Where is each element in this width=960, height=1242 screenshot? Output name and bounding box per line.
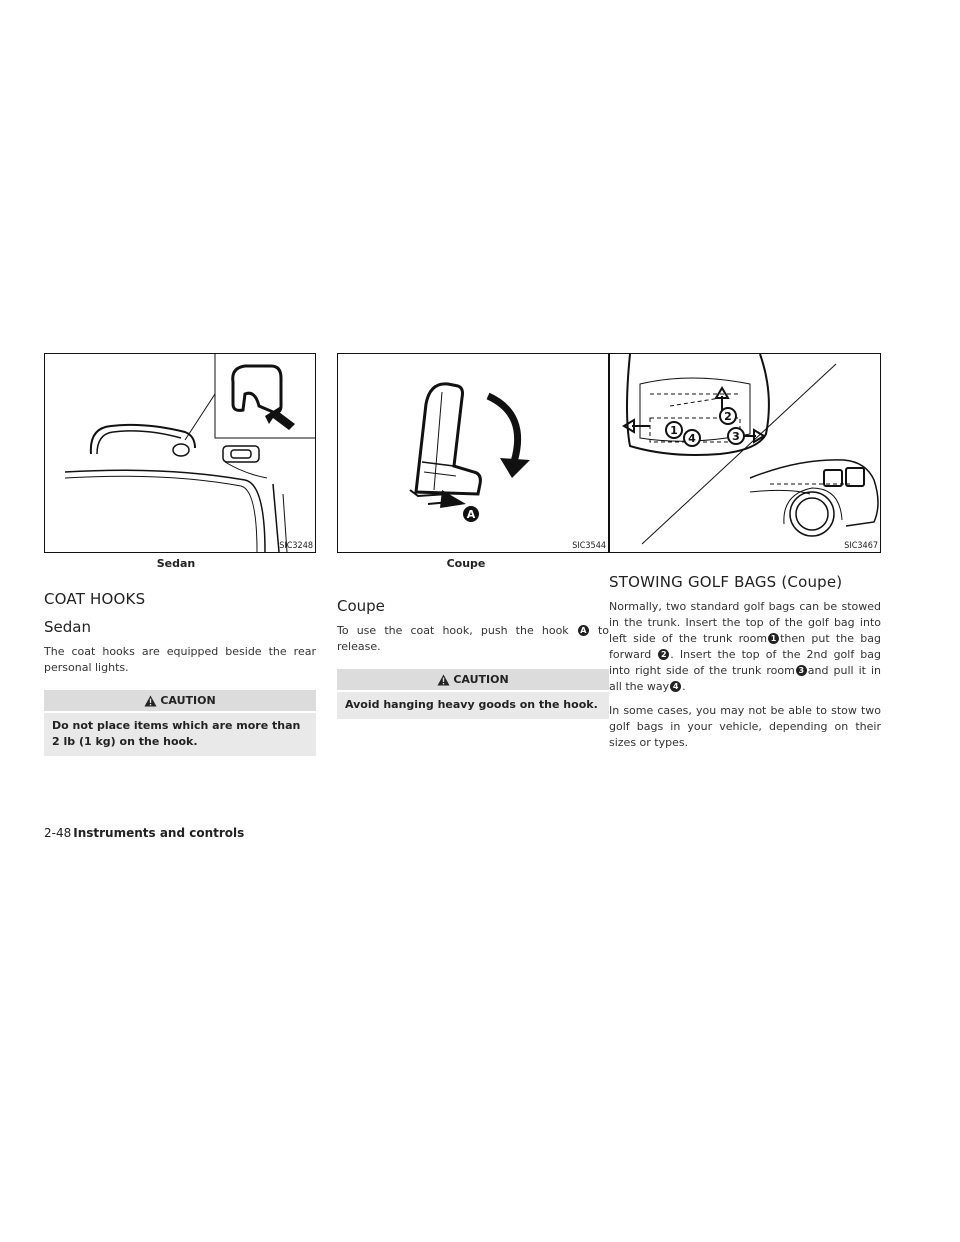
sedan-coat-hook-illustration <box>45 354 315 552</box>
warning-triangle-icon <box>144 695 157 707</box>
golf-body-text-1 <box>609 599 881 695</box>
marker-2-label: 2 <box>724 410 732 423</box>
caution-text: Do not place items which are more than 2 lb (1 kg) on the hook. <box>44 713 316 756</box>
caution-box-coupe <box>337 669 609 719</box>
page-footer <box>44 826 244 840</box>
marker-1-label: 1 <box>670 424 678 437</box>
marker-2-inline: 2 <box>658 649 669 660</box>
column-left <box>44 353 316 756</box>
sedan-body-text: The coat hooks are equipped beside the rear personal lights. <box>44 645 316 674</box>
warning-triangle-icon <box>437 674 450 686</box>
golf-text-part: . Insert the top of the 2nd golf bag into right side of the trunk room <box>609 648 881 677</box>
golf-text-part: Normally, two standard golf bags can be stowed in the trunk. Insert the top of the golf bag into left side of the trunk room <box>609 600 881 645</box>
caution-header <box>44 690 316 711</box>
section-title-golf-bags: STOWING GOLF BAGS (Coupe) <box>609 573 843 591</box>
figure-caption-sedan: Sedan <box>156 557 196 570</box>
golf-text-part: and pull it in all the way <box>609 664 881 693</box>
golf-text-part: then put the bag forward <box>609 632 881 661</box>
coupe-body-part2: to release. <box>337 624 609 653</box>
marker-4-inline: 4 <box>670 681 681 692</box>
column-middle <box>337 353 609 719</box>
marker-3-label: 3 <box>732 430 740 443</box>
coupe-body-text <box>337 623 609 655</box>
figure-sedan-coat-hook <box>44 353 316 553</box>
figure-code: SIC3544 <box>572 541 606 551</box>
caution-text: Avoid hanging heavy goods on the hook. <box>337 692 609 719</box>
subsection-title-sedan: Sedan <box>44 618 91 636</box>
caution-label: CAUTION <box>453 673 509 686</box>
golf-bags-trunk-illustration <box>610 354 880 552</box>
marker-a-label: A <box>466 508 476 521</box>
marker-a-inline: A <box>578 625 589 636</box>
marker-3-inline: 3 <box>796 665 807 676</box>
figure-caption-coupe: Coupe <box>446 557 486 570</box>
golf-body-text-2: In some cases, you may not be able to stow two golf bags in your vehicle, depending on their sizes or types. <box>609 704 881 749</box>
caution-header <box>337 669 609 690</box>
subsection-title-coupe: Coupe <box>337 597 385 615</box>
marker-a-icon <box>462 505 480 523</box>
caution-box-sedan <box>44 690 316 756</box>
figure-code: SIC3248 <box>279 541 313 551</box>
marker-1-inline: 1 <box>768 633 779 644</box>
figure-code: SIC3467 <box>844 541 878 551</box>
section-name: Instruments and controls <box>73 826 245 840</box>
golf-text-part: . <box>682 680 686 693</box>
coupe-body-part1: To use the coat hook, push the hook <box>337 624 569 637</box>
page-number: 2-48 <box>44 826 72 840</box>
marker-4-label: 4 <box>688 432 696 445</box>
figure-golf-bags <box>609 353 881 553</box>
figure-coupe-coat-hook <box>337 353 609 553</box>
column-right <box>609 353 881 751</box>
caution-label: CAUTION <box>160 694 216 707</box>
section-title-coat-hooks: COAT HOOKS <box>44 590 146 608</box>
